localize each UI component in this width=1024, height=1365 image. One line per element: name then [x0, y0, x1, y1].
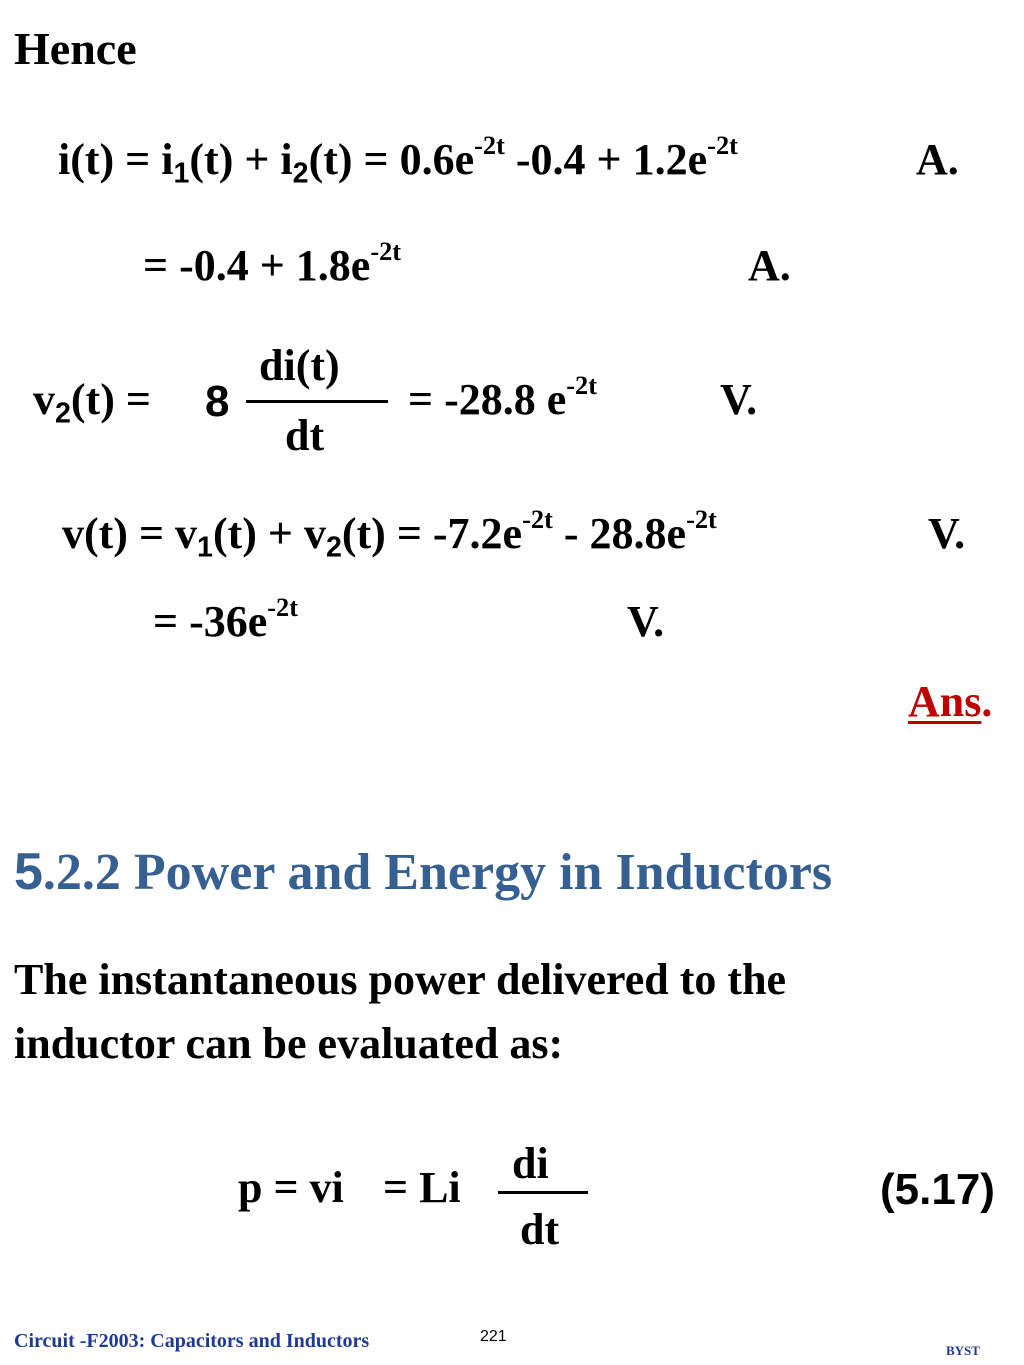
eq5-exp: -2t — [267, 592, 299, 623]
eq3-denominator: dt — [285, 411, 325, 460]
eq1-unit: A. — [916, 135, 959, 184]
eq1-exp2: -2t — [707, 130, 738, 161]
eq3-coefficient: 8 — [205, 377, 230, 426]
section-heading — [14, 842, 832, 902]
equation-voltage-sum — [62, 504, 717, 564]
equation-voltage-simplified — [153, 592, 299, 646]
eq1-part: i(t) = i — [58, 135, 174, 184]
paragraph-line: The instantaneous power delivered to the — [14, 955, 787, 1004]
eq3-rest: (t) = — [70, 375, 151, 424]
eq3-exp: -2t — [566, 370, 598, 401]
eq3-v: v — [33, 375, 55, 424]
answer-word: Ans — [908, 677, 982, 726]
hence-label: Hence — [14, 23, 137, 74]
eq1-sub1: 1 — [173, 157, 190, 190]
equation-number: (5.17) — [880, 1165, 995, 1214]
eq2-lhs: = -0.4 + 1.8e — [143, 241, 371, 290]
eq4-sub2: 2 — [325, 531, 342, 564]
eq3-rhs — [408, 370, 598, 424]
equation-current-simplified — [143, 236, 402, 290]
eq6-lhs: p = vi — [238, 1163, 344, 1212]
eq6-denominator: dt — [520, 1205, 560, 1254]
eq3-rhs-text: = -28.8 e — [408, 375, 567, 424]
footer-brand: BYST — [946, 1343, 980, 1358]
eq1-sub2: 2 — [292, 157, 309, 190]
answer-label — [908, 676, 992, 727]
eq1-part: (t) = 0.6e — [308, 135, 475, 184]
paragraph-line: inductor can be evaluated as: — [14, 1019, 564, 1068]
equation-v2 — [33, 375, 151, 430]
eq2-exp: -2t — [370, 236, 402, 267]
heading-text: .2.2 Power and Energy in Inductors — [42, 844, 833, 901]
eq4-part: - 28.8e — [552, 509, 687, 558]
paragraph — [14, 948, 786, 1076]
eq1-part: -0.4 + 1.2e — [504, 135, 708, 184]
eq4-exp1: -2t — [522, 504, 553, 535]
eq1-part: (t) + i — [189, 135, 293, 184]
eq3-sub: 2 — [55, 397, 71, 430]
eq1-exp1: -2t — [474, 130, 505, 161]
eq5-unit: V. — [627, 597, 665, 646]
eq6-mid: = Li — [383, 1163, 461, 1212]
eq4-part: (t) = -7.2e — [341, 509, 523, 558]
eq4-unit: V. — [928, 509, 966, 558]
eq5-lhs: = -36e — [153, 597, 268, 646]
eq4-part: (t) + v — [212, 509, 326, 558]
page-number: 221 — [480, 1328, 507, 1345]
eq4-exp2: -2t — [686, 504, 717, 535]
heading-number: 5 — [14, 843, 43, 901]
eq4-part: v(t) = v — [62, 509, 198, 558]
eq3-unit: V. — [720, 375, 758, 424]
eq2-unit: A. — [748, 241, 791, 290]
eq4-sub1: 1 — [197, 531, 213, 564]
eq6-fraction-bar — [498, 1191, 588, 1194]
eq3-fraction-bar — [246, 400, 388, 403]
eq6-numerator: di — [512, 1139, 549, 1188]
answer-dot: . — [981, 677, 993, 726]
footer-title: Circuit -F2003: Capacitors and Inductors — [14, 1330, 370, 1352]
equation-current-sum — [58, 130, 738, 190]
eq3-numerator: di(t) — [259, 341, 340, 390]
